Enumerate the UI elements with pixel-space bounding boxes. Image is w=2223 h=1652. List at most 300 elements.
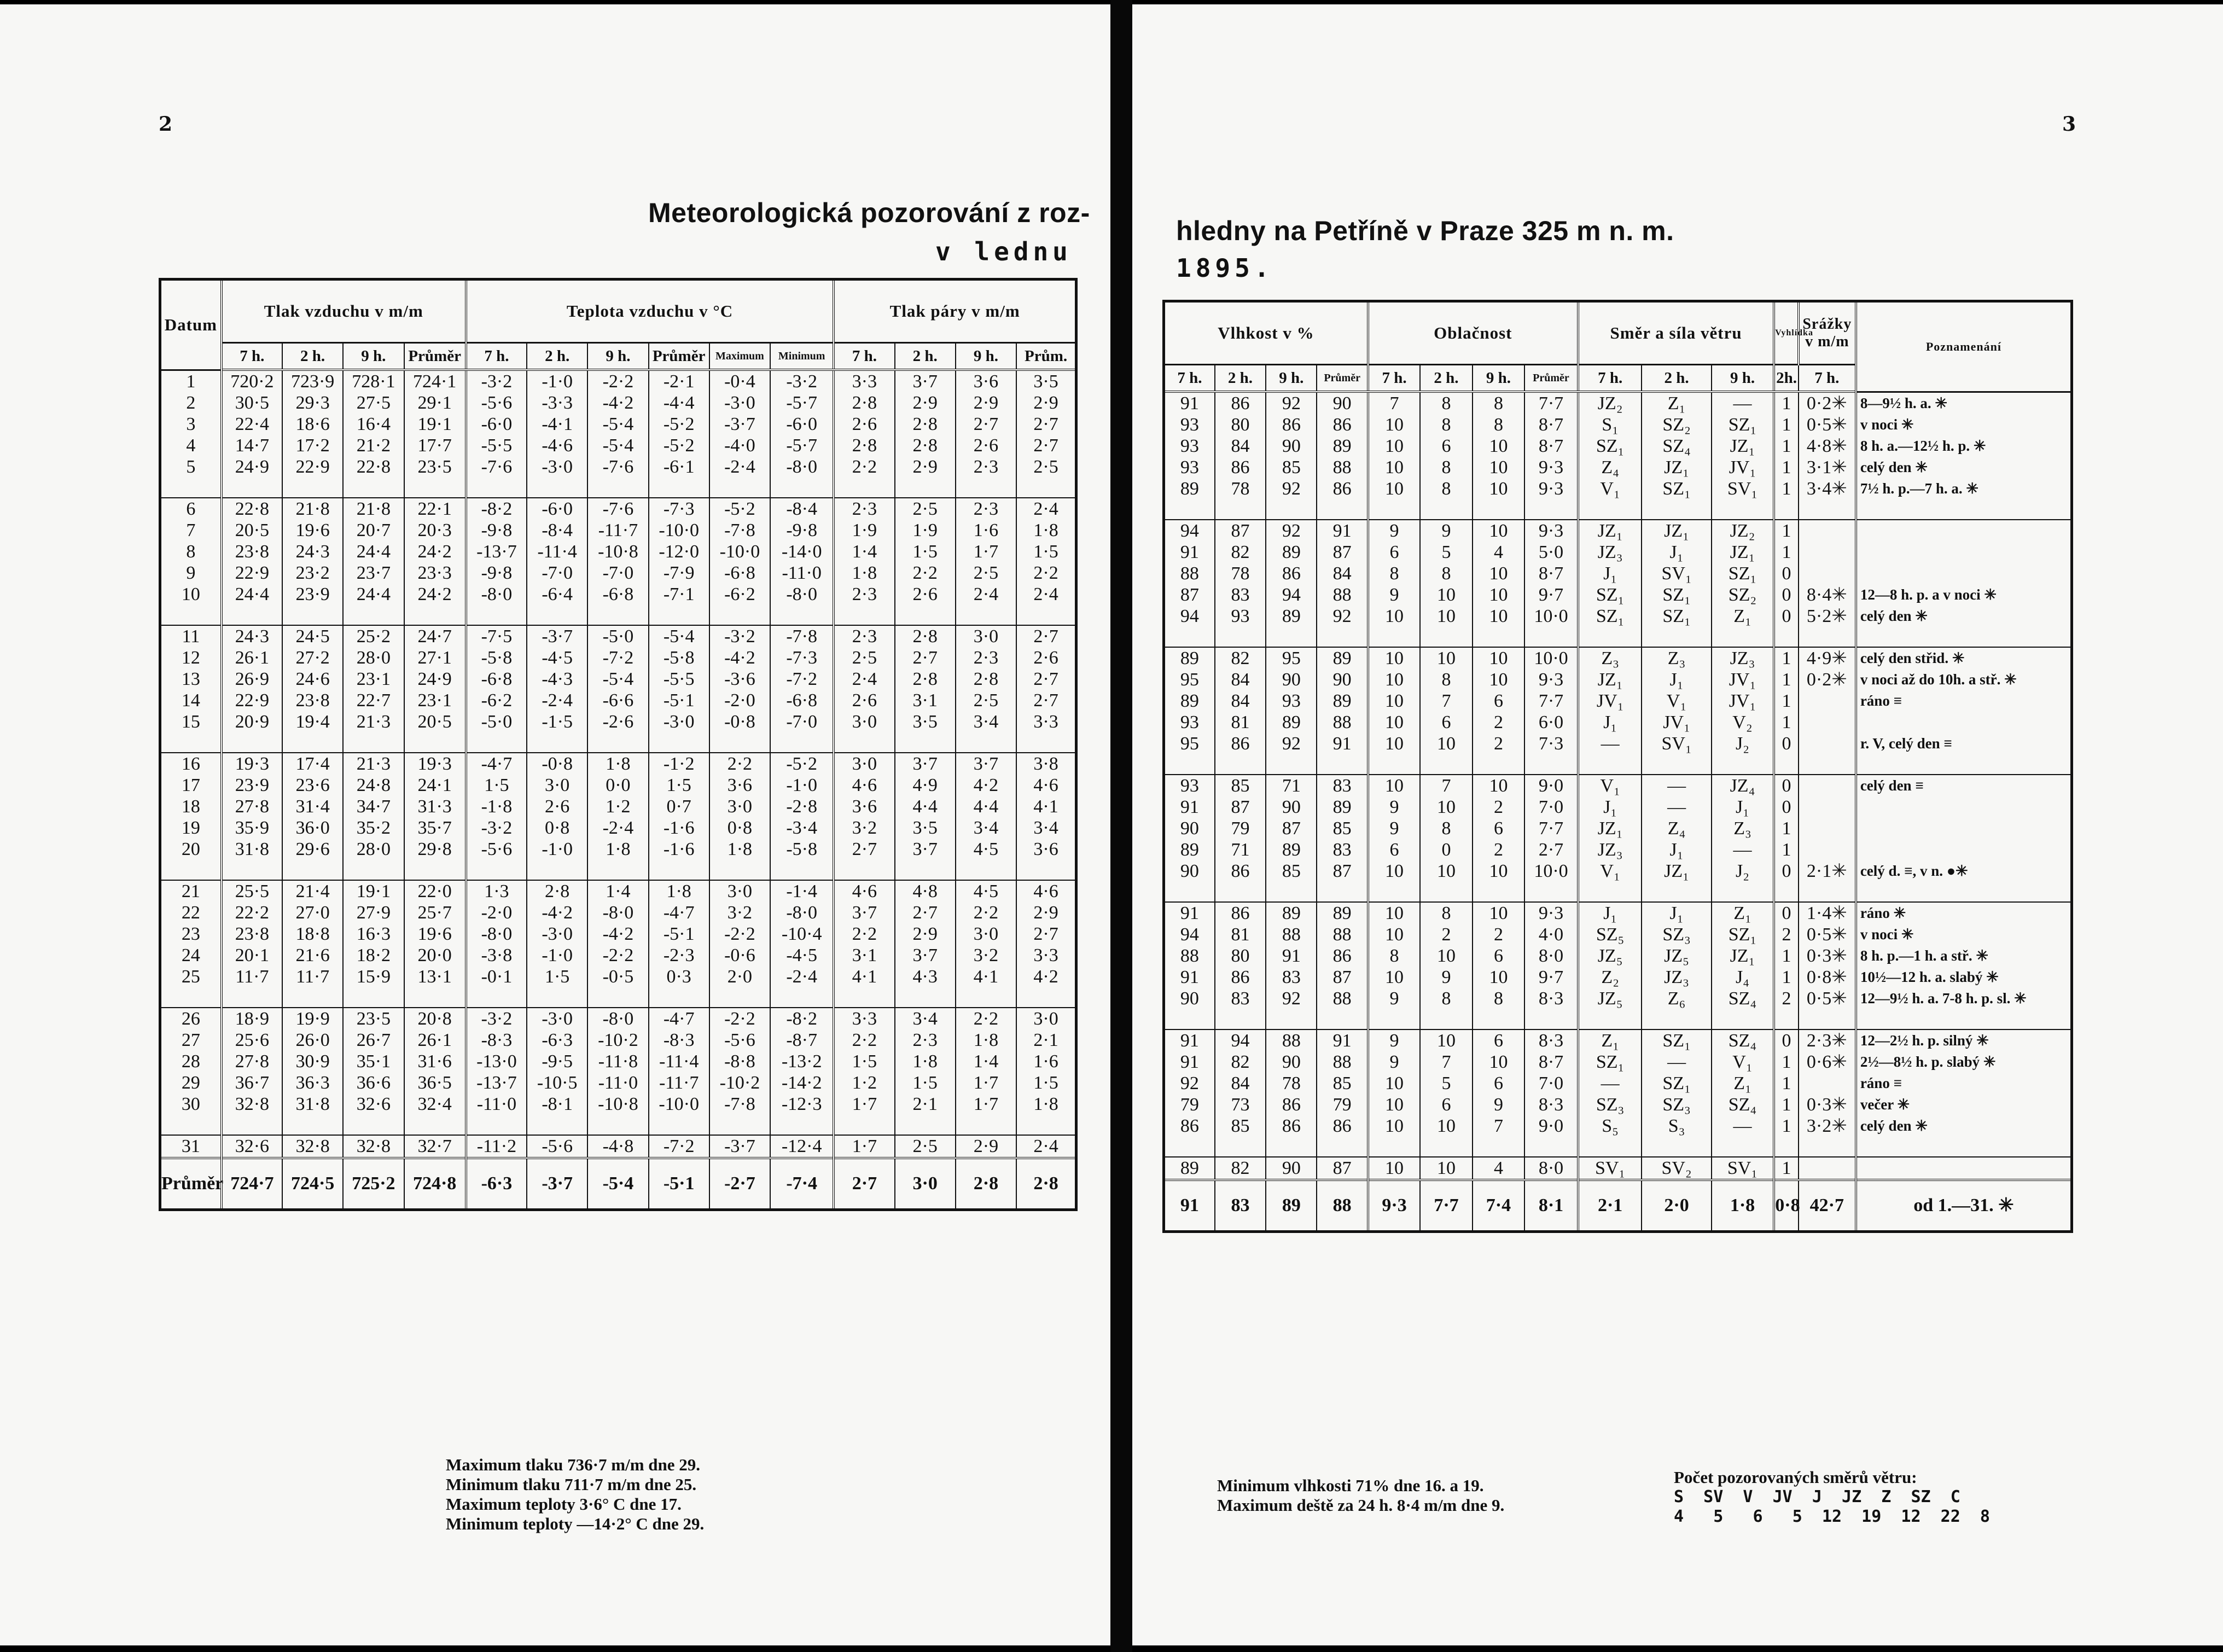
value-cell: -11·7 (649, 1072, 709, 1093)
value-cell: 9 (1420, 967, 1472, 988)
value-cell: 14·7 (222, 435, 282, 456)
table-row (1164, 1073, 2072, 1094)
table-row (160, 625, 1076, 647)
value-cell: 1 (1774, 1073, 1799, 1094)
value-cell: 88 (1317, 712, 1367, 733)
value-cell: 2·9 (1016, 392, 1076, 414)
value-cell: 3·0 (834, 711, 894, 732)
value-cell: -3·0 (527, 456, 587, 478)
table-row (160, 1135, 1076, 1158)
value-cell: 23·2 (282, 562, 343, 584)
value-cell: 3·4 (1016, 817, 1076, 839)
value-cell: 86 (1215, 967, 1266, 988)
average-cell: 2·8 (1016, 1158, 1076, 1210)
remark-cell: 12—8 h. p. a v noci ✳ (1856, 584, 2072, 606)
value-cell: 85 (1215, 775, 1266, 796)
value-cell: 3·7 (895, 370, 956, 392)
value-cell: -1·0 (527, 839, 587, 860)
table-row (1164, 860, 2072, 882)
left-subheader: 9 h. (587, 343, 648, 370)
value-cell: 3·3 (1016, 711, 1076, 732)
value-cell: 91 (1164, 542, 1215, 563)
value-cell: 88 (1164, 563, 1215, 584)
value-cell: 0·8 (527, 817, 587, 839)
value-cell: 2·6 (834, 414, 894, 435)
value-cell: 19·6 (282, 520, 343, 541)
value-cell: 3·6 (709, 775, 770, 796)
value-cell: -5·6 (527, 1135, 587, 1158)
value-cell: 10 (1368, 967, 1420, 988)
group-spacer (160, 478, 1076, 498)
value-cell: -9·8 (770, 520, 834, 541)
book-gutter (1110, 0, 1132, 1652)
value-cell: 2·1 (1016, 1029, 1076, 1051)
day-cell: 22 (160, 902, 222, 923)
value-cell: 88 (1317, 988, 1367, 1009)
remark-cell (1856, 520, 2072, 542)
left-notes (446, 1455, 704, 1534)
value-cell: 0 (1774, 606, 1799, 627)
header-poznamky: Poznamenání (1856, 301, 2072, 392)
table-row (1164, 435, 2072, 457)
value-cell: J₂ (1712, 733, 1774, 754)
left-subheader: Průměr (649, 343, 709, 370)
value-cell: 20·5 (222, 520, 282, 541)
value-cell: 84 (1215, 690, 1266, 712)
value-cell: Z₃ (1712, 818, 1774, 839)
average-cell: 2·1 (1578, 1180, 1642, 1232)
value-cell: 78 (1215, 563, 1266, 584)
value-cell: -11·4 (649, 1051, 709, 1072)
value-cell: 2·6 (834, 690, 894, 711)
value-cell: JZ₃ (1642, 967, 1711, 988)
value-cell: 91 (1164, 902, 1215, 924)
value-cell: 91 (1317, 1029, 1367, 1051)
value-cell: 22·7 (343, 690, 404, 711)
value-cell: JZ₂ (1578, 392, 1642, 414)
remark-cell: 8 h. p.—1 h. a stř. ✳ (1856, 945, 2072, 967)
value-cell: SZ₁ (1642, 1073, 1711, 1094)
value-cell: 2·4 (1016, 1135, 1076, 1158)
table-row (1164, 392, 2072, 414)
value-cell: 0 (1774, 584, 1799, 606)
value-cell: 2·4 (1016, 498, 1076, 520)
left-subheader: Maximum (709, 343, 770, 370)
value-cell: SZ₄ (1712, 988, 1774, 1009)
value-cell: 1·9 (895, 520, 956, 541)
table-row (160, 1029, 1076, 1051)
value-cell: 20·8 (404, 1008, 466, 1029)
value-cell: 30·9 (282, 1051, 343, 1072)
value-cell: 8·0 (1524, 945, 1578, 967)
value-cell: 2·7 (1016, 923, 1076, 945)
day-cell: 3 (160, 414, 222, 435)
right-subheader: 9 h. (1266, 365, 1317, 392)
value-cell: 3·2 (834, 817, 894, 839)
value-cell (1799, 1073, 1856, 1094)
value-cell: -7·9 (649, 562, 709, 584)
value-cell: 21·6 (282, 945, 343, 966)
value-cell: -5·5 (466, 435, 527, 456)
wind-counts-directions: S SV V JV J JZ Z SZ C (1674, 1487, 1960, 1506)
value-cell: 2·5 (834, 647, 894, 668)
value-cell: 19·1 (343, 880, 404, 902)
value-cell: 89 (1164, 839, 1215, 860)
table-row (1164, 775, 2072, 796)
value-cell: 86 (1215, 733, 1266, 754)
value-cell: 2·6 (527, 796, 587, 817)
value-cell: -6·3 (527, 1029, 587, 1051)
value-cell: 88 (1266, 924, 1317, 945)
value-cell: 20·1 (222, 945, 282, 966)
value-cell: 1·7 (834, 1135, 894, 1158)
value-cell: 90 (1317, 392, 1367, 414)
value-cell: 32·6 (343, 1093, 404, 1115)
value-cell: 2·7 (1016, 435, 1076, 456)
average-cell: 8·1 (1524, 1180, 1578, 1232)
value-cell: 84 (1215, 435, 1266, 457)
value-cell: 90 (1266, 1157, 1317, 1180)
value-cell: 4·6 (834, 775, 894, 796)
value-cell: 9 (1368, 988, 1420, 1009)
value-cell (1799, 712, 1856, 733)
value-cell: V₁ (1712, 1051, 1774, 1073)
value-cell: 3·7 (834, 902, 894, 923)
value-cell: 2 (1473, 839, 1524, 860)
value-cell: -8·0 (770, 456, 834, 478)
value-cell: 22·2 (222, 902, 282, 923)
value-cell: 9·3 (1524, 520, 1578, 542)
value-cell: 30·5 (222, 392, 282, 414)
value-cell: 2 (1473, 733, 1524, 754)
value-cell: 10 (1473, 775, 1524, 796)
value-cell: 17·2 (282, 435, 343, 456)
group-spacer (1164, 627, 2072, 647)
value-cell: 3·0 (709, 880, 770, 902)
value-cell: -6·0 (527, 498, 587, 520)
value-cell: -0·6 (709, 945, 770, 966)
value-cell: 31·8 (222, 839, 282, 860)
value-cell: SZ₅ (1578, 924, 1642, 945)
value-cell: 91 (1266, 945, 1317, 967)
remark-cell: 12—2½ h. p. silný ✳ (1856, 1029, 2072, 1051)
value-cell: 1·5 (527, 966, 587, 987)
value-cell: -8·0 (587, 902, 648, 923)
value-cell: -4·6 (527, 435, 587, 456)
value-cell: JZ₁ (1642, 860, 1711, 882)
value-cell: 24·5 (282, 625, 343, 647)
value-cell: JZ₃ (1578, 542, 1642, 563)
right-subheader: 2 h. (1642, 365, 1711, 392)
value-cell: -1·8 (466, 796, 527, 817)
value-cell: -1·6 (649, 817, 709, 839)
group-spacer (1164, 882, 2072, 902)
remark-cell (1856, 1157, 2072, 1180)
value-cell: 2 (1473, 924, 1524, 945)
value-cell: 8 (1420, 563, 1472, 584)
value-cell: 1 (1774, 542, 1799, 563)
value-cell: JZ₁ (1578, 818, 1642, 839)
value-cell: 80 (1215, 945, 1266, 967)
value-cell: JV₁ (1642, 712, 1711, 733)
value-cell: 8·7 (1524, 435, 1578, 457)
value-cell: 86 (1317, 1115, 1367, 1137)
value-cell: 2 (1774, 988, 1799, 1009)
value-cell: 13·1 (404, 966, 466, 987)
value-cell: -7·3 (770, 647, 834, 668)
value-cell: JZ₁ (1642, 520, 1711, 542)
value-cell: 10 (1368, 1157, 1420, 1180)
value-cell: -4·3 (527, 668, 587, 690)
value-cell: -10·0 (649, 520, 709, 541)
value-cell: -3·2 (709, 625, 770, 647)
average-cell: 2·8 (956, 1158, 1016, 1210)
value-cell: 1·6 (956, 520, 1016, 541)
value-cell: -4·8 (587, 1135, 648, 1158)
value-cell: -2·0 (466, 902, 527, 923)
table-row (1164, 967, 2072, 988)
value-cell: 1 (1774, 1157, 1799, 1180)
value-cell: 89 (1266, 606, 1317, 627)
day-cell: 13 (160, 668, 222, 690)
average-cell: 42·7 (1799, 1180, 1856, 1232)
value-cell: 2·8 (895, 435, 956, 456)
value-cell: 1·9 (834, 520, 894, 541)
table-row (1164, 669, 2072, 690)
value-cell: 24·9 (404, 668, 466, 690)
value-cell: 3·1✳ (1799, 457, 1856, 478)
value-cell: 89 (1266, 712, 1317, 733)
value-cell: 10 (1368, 1094, 1420, 1115)
value-cell: 8·3 (1524, 1094, 1578, 1115)
value-cell: 91 (1317, 520, 1367, 542)
value-cell: 3·4 (956, 711, 1016, 732)
value-cell (1799, 690, 1856, 712)
left-subheader: 7 h. (834, 343, 894, 370)
note-min-teplota: Minimum teploty —14·2° C dne 29. (446, 1514, 705, 1533)
average-cell: 7·4 (1473, 1180, 1524, 1232)
value-cell: 25·6 (222, 1029, 282, 1051)
day-cell: 19 (160, 817, 222, 839)
right-table-body (1164, 392, 2072, 1232)
value-cell (1799, 520, 1856, 542)
value-cell: 90 (1164, 818, 1215, 839)
value-cell: -2·8 (770, 796, 834, 817)
value-cell: 90 (1317, 669, 1367, 690)
value-cell: 93 (1266, 690, 1317, 712)
value-cell: 17·7 (404, 435, 466, 456)
table-row (1164, 902, 2072, 924)
value-cell: -10·8 (587, 541, 648, 562)
average-row (1164, 1180, 2072, 1232)
value-cell: 81 (1215, 712, 1266, 733)
value-cell: Z₃ (1642, 647, 1711, 669)
value-cell: 8 (1473, 988, 1524, 1009)
value-cell: -1·0 (770, 775, 834, 796)
value-cell: 3·6 (1016, 839, 1076, 860)
value-cell: 27·2 (282, 647, 343, 668)
value-cell: 82 (1215, 542, 1266, 563)
value-cell: 95 (1164, 733, 1215, 754)
value-cell: 88 (1317, 457, 1367, 478)
value-cell: 1·8 (834, 562, 894, 584)
table-row (160, 668, 1076, 690)
table-row (1164, 478, 2072, 499)
value-cell: 18·2 (343, 945, 404, 966)
value-cell: 90 (1266, 669, 1317, 690)
value-cell: 8·3 (1524, 1029, 1578, 1051)
value-cell: 86 (1215, 392, 1266, 414)
value-cell: -3·8 (466, 945, 527, 966)
value-cell: -11·7 (587, 520, 648, 541)
value-cell (1799, 563, 1856, 584)
value-cell: 0 (1420, 839, 1472, 860)
left-subheader-row (160, 343, 1076, 370)
value-cell: 83 (1317, 839, 1367, 860)
table-row (1164, 712, 2072, 733)
value-cell: 22·8 (222, 498, 282, 520)
value-cell: 78 (1215, 478, 1266, 499)
value-cell: 22·0 (404, 880, 466, 902)
value-cell: 1·5 (895, 1072, 956, 1093)
value-cell: JZ₃ (1712, 647, 1774, 669)
value-cell: 2·9 (895, 392, 956, 414)
remark-cell (1856, 839, 2072, 860)
value-cell: 7·0 (1524, 1073, 1578, 1094)
group-spacer (160, 732, 1076, 753)
value-cell: 24·4 (343, 584, 404, 605)
day-cell: 20 (160, 839, 222, 860)
day-cell: 11 (160, 625, 222, 647)
value-cell: -4·4 (649, 392, 709, 414)
value-cell: 1·5 (1016, 1072, 1076, 1093)
value-cell: SV₁ (1642, 563, 1711, 584)
value-cell: 91 (1164, 392, 1215, 414)
value-cell: 8 (1420, 392, 1472, 414)
value-cell: 19·1 (404, 414, 466, 435)
value-cell: -3·7 (709, 414, 770, 435)
value-cell: 1·8 (1016, 1093, 1076, 1115)
value-cell: SV₂ (1642, 1157, 1711, 1180)
value-cell: 2·6 (956, 435, 1016, 456)
value-cell: 2·3 (956, 498, 1016, 520)
value-cell: 4·9✳ (1799, 647, 1856, 669)
value-cell: 10 (1473, 563, 1524, 584)
value-cell: 94 (1164, 924, 1215, 945)
value-cell: -10·4 (770, 923, 834, 945)
group-spacer (1164, 1009, 2072, 1029)
value-cell: 85 (1266, 457, 1317, 478)
value-cell: 2·9 (956, 1135, 1016, 1158)
value-cell: 28·0 (343, 647, 404, 668)
value-cell: 10 (1368, 435, 1420, 457)
value-cell: 20·3 (404, 520, 466, 541)
value-cell: 2·9 (895, 923, 956, 945)
value-cell: 3·2 (709, 902, 770, 923)
value-cell: 10 (1368, 414, 1420, 435)
value-cell: 89 (1164, 1157, 1215, 1180)
value-cell: 2 (1774, 924, 1799, 945)
value-cell: -5·8 (466, 647, 527, 668)
value-cell: 2·7 (956, 414, 1016, 435)
value-cell: — (1642, 796, 1711, 818)
value-cell: 88 (1317, 924, 1367, 945)
value-cell: 29·3 (282, 392, 343, 414)
value-cell: — (1712, 1115, 1774, 1137)
value-cell: 4·5 (956, 839, 1016, 860)
value-cell: 1·8 (649, 880, 709, 902)
value-cell: 91 (1317, 733, 1367, 754)
value-cell: 10 (1368, 712, 1420, 733)
value-cell: 4 (1473, 1157, 1524, 1180)
value-cell: -6·8 (770, 690, 834, 711)
value-cell: 2·5 (956, 562, 1016, 584)
value-cell: 90 (1266, 435, 1317, 457)
value-cell: -3·3 (527, 392, 587, 414)
value-cell: 90 (1164, 988, 1215, 1009)
value-cell: 10 (1473, 520, 1524, 542)
value-cell: -8·3 (649, 1029, 709, 1051)
value-cell: 10 (1368, 1073, 1420, 1094)
value-cell: 3·3 (834, 370, 894, 392)
value-cell: 10 (1368, 902, 1420, 924)
value-cell: 4·1 (834, 966, 894, 987)
value-cell: -2·4 (709, 456, 770, 478)
value-cell: SV₁ (1712, 1157, 1774, 1180)
table-row (160, 902, 1076, 923)
header-tlak: Tlak vzduchu v m/m (222, 280, 466, 343)
average-cell: -5·1 (649, 1158, 709, 1210)
value-cell: 2·3✳ (1799, 1029, 1856, 1051)
value-cell: 82 (1215, 1051, 1266, 1073)
value-cell: 23·5 (404, 456, 466, 478)
day-cell: 5 (160, 456, 222, 478)
table-row (160, 541, 1076, 562)
average-cell: 1·8 (1712, 1180, 1774, 1232)
value-cell: 15·9 (343, 966, 404, 987)
table-row (1164, 733, 2072, 754)
table-row (1164, 647, 2072, 669)
table-row (1164, 457, 2072, 478)
value-cell: 8 (1473, 414, 1524, 435)
value-cell: 1·5 (1016, 541, 1076, 562)
value-cell: 91 (1164, 1051, 1215, 1073)
value-cell: Z₁ (1578, 1029, 1642, 1051)
value-cell: 8 (1420, 457, 1472, 478)
value-cell: JV₁ (1712, 669, 1774, 690)
right-subheader: 7 h. (1578, 365, 1642, 392)
value-cell: 86 (1164, 1115, 1215, 1137)
value-cell: 1 (1774, 818, 1799, 839)
value-cell: 11·7 (222, 966, 282, 987)
value-cell: 1·8 (587, 839, 648, 860)
day-cell: 21 (160, 880, 222, 902)
value-cell: 10 (1473, 606, 1524, 627)
average-cell: 88 (1317, 1180, 1367, 1232)
value-cell: 4·5 (956, 880, 1016, 902)
value-cell: 20·0 (404, 945, 466, 966)
value-cell: -0·1 (466, 966, 527, 987)
average-row (160, 1158, 1076, 1210)
day-cell: 9 (160, 562, 222, 584)
value-cell: 7 (1420, 1051, 1472, 1073)
value-cell: 89 (1164, 478, 1215, 499)
value-cell: SZ₃ (1642, 924, 1711, 945)
value-cell: 1 (1774, 1115, 1799, 1137)
value-cell: 8·7 (1524, 414, 1578, 435)
average-cell: 7·7 (1420, 1180, 1472, 1232)
table-row (1164, 1115, 2072, 1137)
